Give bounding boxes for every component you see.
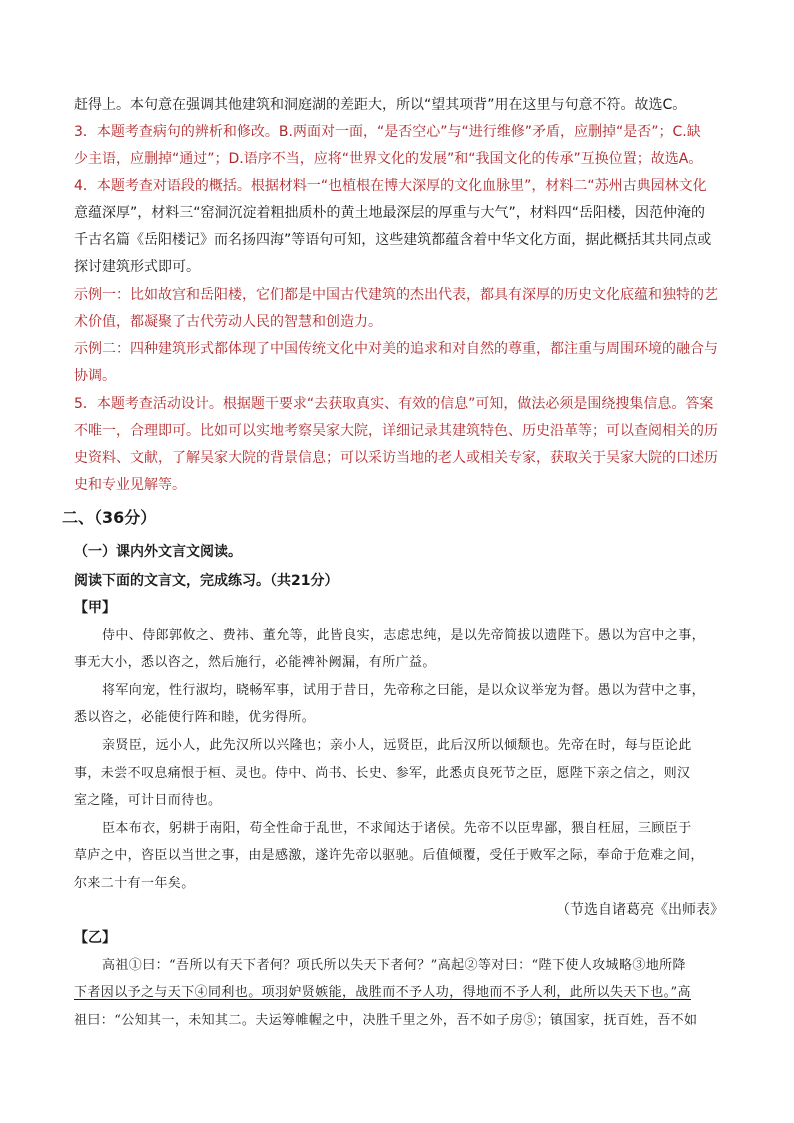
answer-line-8 xyxy=(74,285,724,305)
answer-line-15 xyxy=(74,475,724,495)
text: 赶得上。本句意在强调其他建筑和洞庭湖的差距大，所以“望其项背”用在这里与句意不符。故选C。 xyxy=(74,97,687,113)
jia-line: 臣本布衣，躬耕于南阳，苟全性命于乱世，不求闻达于诸侯。先帝不以臣卑鄙，猥自枉屈，三顾臣于 xyxy=(102,821,692,836)
jia-line: 侍中、侍郎郭攸之、费祎、董允等，此皆良实，志虑忠纯，是以先帝简拔以遗陛下。愚以为宫中之事， xyxy=(102,628,706,643)
jia-line: 尔来二十有一年矣。 xyxy=(74,876,195,891)
answer-line-10 xyxy=(74,339,724,359)
answer-line-11 xyxy=(74,366,724,386)
text: 史和专业见解等。 xyxy=(74,477,186,493)
jia-source: （节选自诸葛亮《出师表》 xyxy=(556,902,724,918)
sub-title: （一）课内外文言文阅读。 xyxy=(74,544,242,560)
jia-line: 悉以咨之，必能使行阵和睦，优劣得所。 xyxy=(74,710,316,725)
text: 探讨建筑形式即可。 xyxy=(74,259,200,275)
instruction: 阅读下面的文言文，完成练习。（共21分） xyxy=(74,573,339,589)
text: 不唯一，合理即可。比如可以实地考察吴家大院，详细记录其建筑特色、历史沿革等；可以查阅相关的历 xyxy=(74,423,718,439)
jia-line: 亲贤臣，远小人，此先汉所以兴隆也；亲小人，远贤臣，此后汉所以倾颓也。先帝在时，每与臣论此 xyxy=(102,738,692,753)
answer-line-3 xyxy=(74,149,724,169)
text: 示例一：比如故宫和岳阳楼，它们都是中国古代建筑的杰出代表，都具有深厚的历史文化底蕴和独特的艺 xyxy=(74,287,718,303)
answer-line-7 xyxy=(74,257,724,277)
jia-line: 将军向宠，性行淑均，晓畅军事，试用于昔日，先帝称之曰能，是以众议举宠为督。愚以为营中之事， xyxy=(102,683,706,698)
text: 千古名篇《岳阳楼记》而名扬四海”等语句可知，这些建筑都蕴含着中华文化方面，据此概括其共同点或 xyxy=(74,232,712,248)
jia-label: 【甲】 xyxy=(74,600,116,616)
section-title: 二、（36分） xyxy=(62,508,157,527)
jia-line: 事，未尝不叹息痛恨于桓、灵也。侍中、尚书、长史、参军，此悉贞良死节之臣，愿陛下亲之信之，则汉 xyxy=(74,766,691,781)
yi-line-underlined: 下者因以予之与天下④同利也。项羽妒贤嫉能，战胜而不予人功，得地而不予人利，此所以失天下也。”高 xyxy=(74,985,691,1000)
answer-line-5 xyxy=(74,203,724,223)
answer-line-4 xyxy=(74,176,724,196)
text: 4．本题考查对语段的概括。根据材料一“也植根在博大深厚的文化血脉里”，材料二“苏州古典园林文化 xyxy=(74,178,707,194)
answer-line-1 xyxy=(74,95,724,115)
text: 协调。 xyxy=(74,368,116,384)
text: 3．本题考查病句的辨析和修改。B.两面对一面，“是否空心”与“进行维修”矛盾，应删掉“是否”；C.缺 xyxy=(74,124,701,140)
answer-line-9 xyxy=(74,312,724,332)
text: 术价值，都凝聚了古代劳动人民的智慧和创造力。 xyxy=(74,314,382,330)
jia-line: 事无大小，悉以咨之，然后施行，必能裨补阙漏，有所广益。 xyxy=(74,655,436,670)
answer-line-13 xyxy=(74,421,724,441)
jia-line: 草庐之中，咨臣以当世之事，由是感激，遂许先帝以驱驰。后值倾覆，受任于败军之际，奉命于危难之间， xyxy=(74,848,704,863)
yi-line: 高祖①曰：“吾所以有天下者何？项氏所以失天下者何？”高起②等对曰：“陛下使人攻城略③地所降 xyxy=(102,958,686,973)
jia-line: 室之隆，可计日而待也。 xyxy=(74,793,222,808)
text: 5．本题考查活动设计。根据题干要求“去获取真实、有效的信息”可知，做法必须是围绕搜集信息。答案 xyxy=(74,396,714,412)
text: 意蕴深厚”，材料三“窑洞沉淀着粗拙质朴的黄土地最深层的厚重与大气”，材料四“岳阳楼，因范仲淹的 xyxy=(74,205,706,221)
yi-label: 【乙】 xyxy=(74,930,116,946)
answer-line-6 xyxy=(74,230,724,250)
text: 示例二：四种建筑形式都体现了中国传统文化中对美的追求和对自然的尊重，都注重与周围环境的融合与 xyxy=(74,341,718,357)
yi-line: 祖曰：“公知其一，未知其二。夫运筹帷幄之中，决胜千里之外，吾不如子房⑤；镇国家，抚百姓，吾不如 xyxy=(74,1013,698,1028)
text: 史资料、文献，了解吴家大院的背景信息；可以采访当地的老人或相关专家，获取关于吴家大院的口述历 xyxy=(74,450,718,466)
answer-line-12 xyxy=(74,394,724,414)
text: 少主语，应删掉“通过”；D.语序不当，应将“世界文化的发展”和“我国文化的传承”互换位置；故选A。 xyxy=(74,151,703,167)
answer-line-14 xyxy=(74,448,724,468)
answer-line-2 xyxy=(74,122,724,142)
